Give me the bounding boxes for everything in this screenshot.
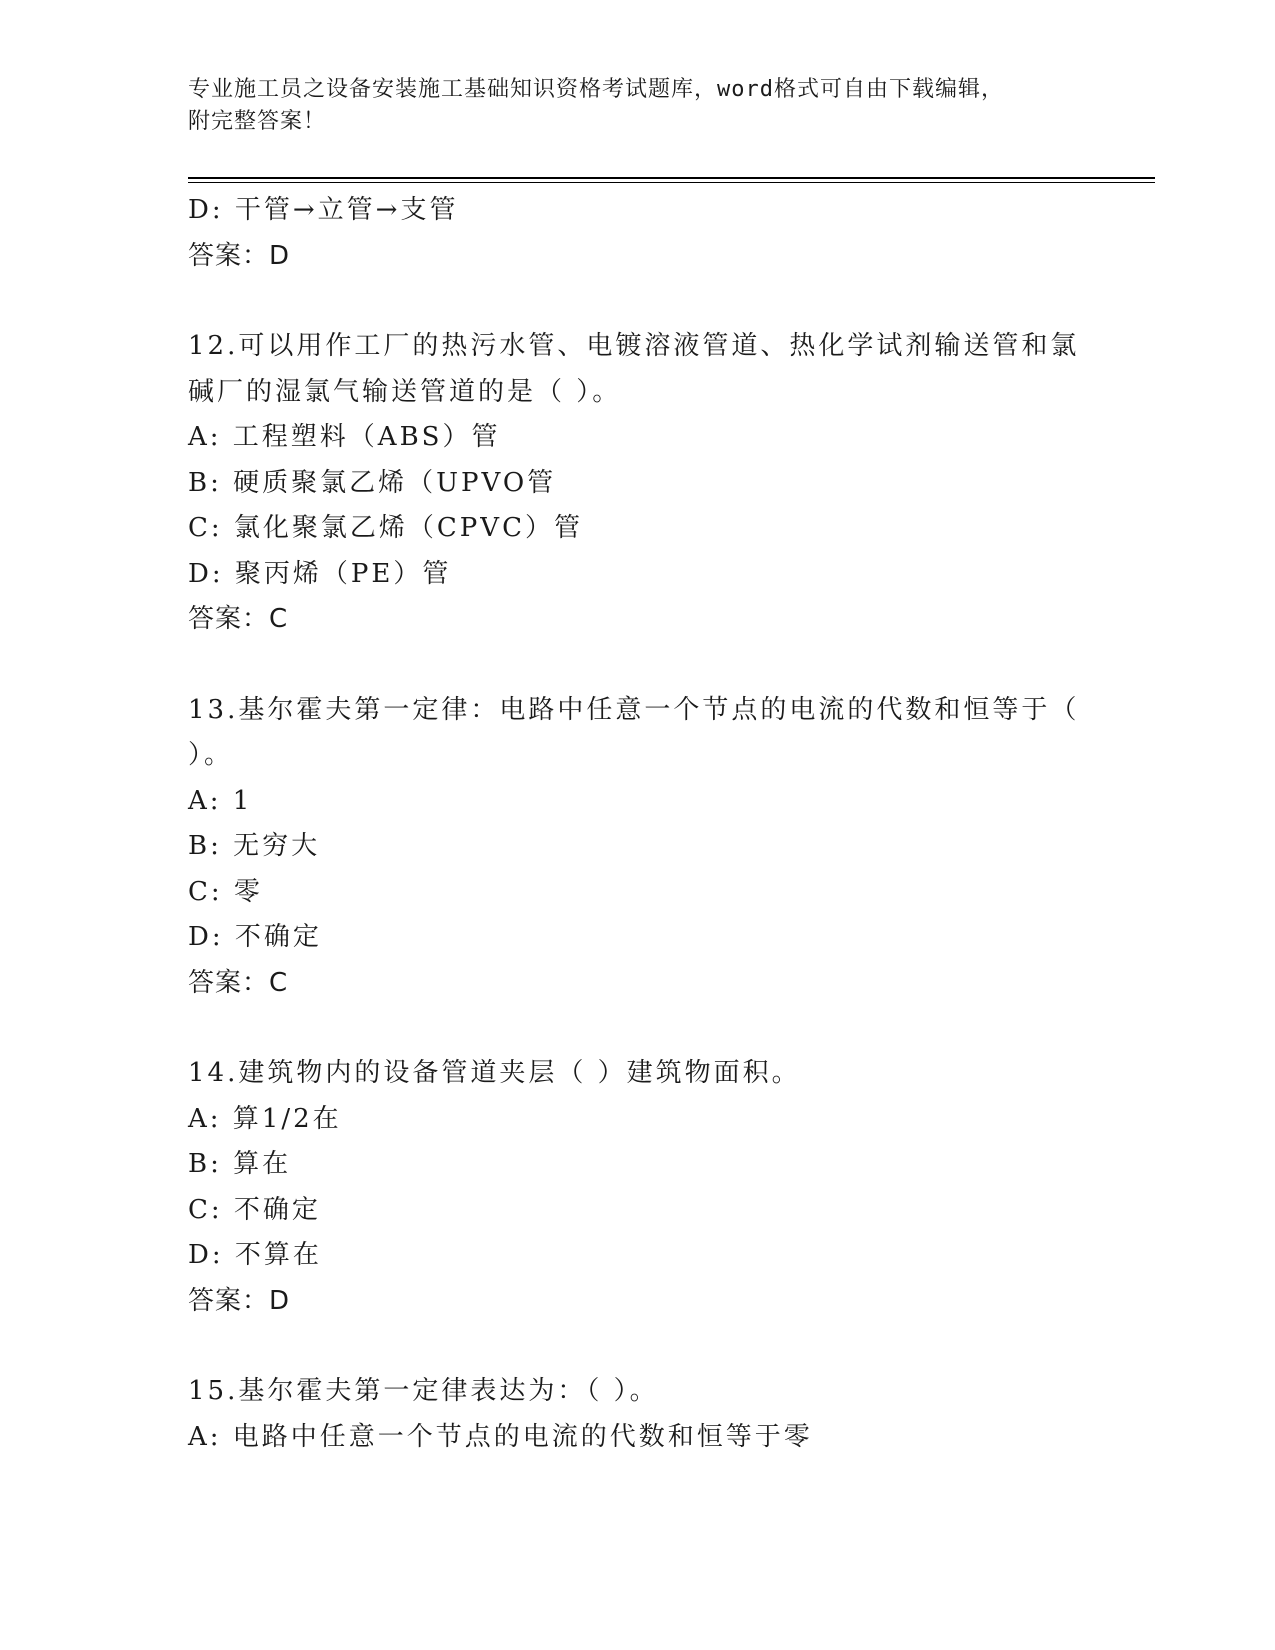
question-stem: 13.基尔霍夫第一定律：电路中任意一个节点的电流的代数和恒等于（ <box>188 694 1080 725</box>
header-line-2: 附完整答案！ <box>188 109 327 134</box>
header-divider-thick <box>188 177 1155 179</box>
prev-answer: 答案：D <box>188 240 291 271</box>
question-stem-cont: 碱厂的湿氯气输送管道的是（ ）。 <box>188 376 622 407</box>
option-d: D: 聚丙烯（PE）管 <box>188 558 452 589</box>
question-stem: 12.可以用作工厂的热污水管、电镀溶液管道、热化学试剂输送管和氯 <box>188 331 1080 361</box>
question-15 <box>188 1369 1088 1460</box>
option-d: D: 不确定 <box>188 922 322 952</box>
option-a: A: 算1/2在 <box>188 1103 342 1134</box>
option-a: A: 1 <box>188 785 253 816</box>
option-b: B: 算在 <box>188 1149 292 1179</box>
header-line-1: 专业施工员之设备安装施工基础知识资格考试题库，word格式可自由下载编辑， <box>188 77 1004 102</box>
answer: 答案：C <box>188 967 289 998</box>
question-12 <box>188 324 1088 643</box>
option-b: B: 硬质聚氯乙烯（UPVO管 <box>188 467 557 498</box>
option-c: C: 氯化聚氯乙烯（CPVC）管 <box>188 513 583 543</box>
question-list <box>188 188 1088 1460</box>
prev-option-d: D: 干管→立管→支管 <box>188 195 459 225</box>
question-stem: 15.基尔霍夫第一定律表达为：（ ）。 <box>188 1376 659 1406</box>
question-stem-cont: ）。 <box>188 740 234 770</box>
option-c: C: 不确定 <box>188 1194 321 1225</box>
question-stem: 14.建筑物内的设备管道夹层（ ）建筑物面积。 <box>188 1058 801 1088</box>
question-13 <box>188 688 1088 1007</box>
option-d: D: 不算在 <box>188 1240 322 1270</box>
option-a: A: 电路中任意一个节点的电流的代数和恒等于零 <box>188 1421 813 1452</box>
answer: 答案：D <box>188 1285 291 1316</box>
header-divider-thin <box>188 182 1155 183</box>
document-header <box>188 74 1088 138</box>
option-c: C: 零 <box>188 876 263 907</box>
option-a: A: 工程塑料（ABS）管 <box>188 422 501 452</box>
option-b: B: 无穷大 <box>188 831 321 861</box>
answer: 答案：C <box>188 604 289 634</box>
question-14 <box>188 1051 1088 1324</box>
